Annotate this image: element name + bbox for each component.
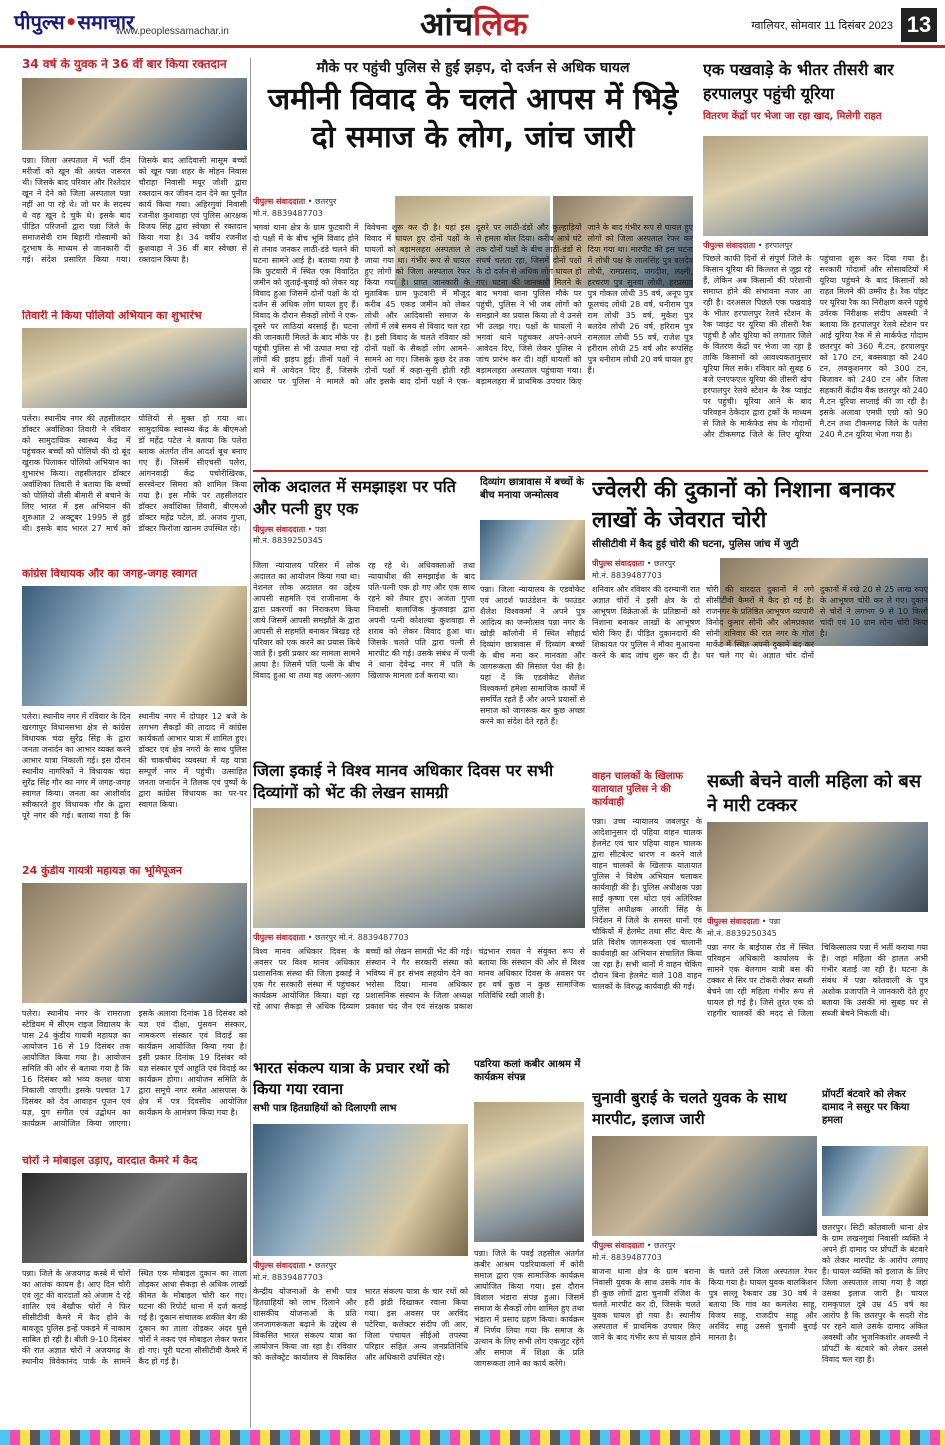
photo: [474, 1102, 584, 1242]
story-land-dispute: [253, 58, 693, 468]
story-blood-donation: [22, 58, 247, 306]
headline: भारत संकल्प यात्रा के प्रचार रथों को किया गया रवाना: [253, 1059, 450, 1098]
photo: [480, 520, 585, 580]
photo: [253, 1124, 468, 1256]
photo: [22, 328, 247, 408]
byline: पीपुल्स संवाददाता • हरपालपुर: [703, 241, 793, 250]
photo: [22, 78, 247, 150]
story-election-assault: [592, 1088, 817, 1428]
mobile-number: मो.नं. 8839250345: [253, 536, 323, 545]
story-human-rights-day: [253, 760, 585, 1052]
byline: पीपुल्स संवाददाता • छतरपुर: [592, 559, 676, 568]
story-divyang-hostel: [480, 476, 585, 746]
mobile-number: मो.नं. 8839487703: [592, 1253, 662, 1262]
headline: लोक अदालत में समझाइश पर पति और पत्नी हुए एक: [253, 477, 456, 518]
headline: दिव्यांग छात्रावास में बच्चों के बीच मनाया जन्मोत्सव: [480, 477, 584, 501]
headline: चुनावी बुराई के चलते युवक के साथ मारपीट, इलाज जारी: [592, 1089, 787, 1128]
article-body: पिछले काफी दिनों से संपूर्ण जिले के किसान यूरिया की किल्लत से जूझ रहे हैं, लेकिन अब किसानों की परेशानी समाप्त होने की संभावना नजर आ रही है। दरअसल पिछले एक पखवाड़े के भीतर हरपालपुर रेलवे स्टेशन के रैक प्वाइंट पर यूरिया की तीसरी रैक पहुंची है और यूरिया को लगातार जिले के वितरण केंद्रों पर भेजा जा रहा है ताकि किसानों को आवश्यकतानुसार यूरिया मिल सके। रविवार को सुबह 6 बजे एनएफएल यूरिया की तीसरी खेप हरपालपुर रेलवे स्टेशन के रैक प्वाइंट पर पहुंची। यूरिया आने के बाद परिवहन ठेकेदार द्वारा ट्रकों के माध्यम से जिले के मार्कफेड संघ के गोदामों और टीकमगढ़ जिले के लिए यूरिया पहुंचाना शुरू कर दिया गया है। सरकारी गोदामों और सोसायटियों में यूरिया पहुंचने के बाद किसानों को राहत मिलने की उम्मीद है। रैक पॉइंट पर यूरिया रैक का निरीक्षण करने पहुंचे उर्वरक निरीक्षक संदीप अवस्थी ने बताया कि हरपालपुर रेलवे स्टेशन पर आई यूरिया रैक में से मार्कफेड गोदाम छतरपुर को 360 मै.टन, हरपालपुर को 170 टन, बक्सवाहा को 240 टन, लवकुशनगर को 300 टन, बिजावर को 240 टन और जिला सहकारी केंद्रीय बैंक छतरपुर को 240 मै.टन यूरिया सप्लाई की जा रही है। इसके अलावा एमपी एग्रो को 90 मै.टन तथा टीकमगढ़ जिले के पलेरा 240 मै.टन यूरिया भेजा गया है।: [703, 254, 928, 439]
article-body: केन्द्रीय योजनाओं के सभी पात्र हितग्राहियों को लाभ दिलाने और शासकीय योजनाओं के प्रति जनजागरूकता बढ़ाने के उद्देश्य से विकसित भारत संकल्प यात्रा का आयोजन किया जा रहा है। रविवार को कलेक्ट्रेट कार्यालय से विकसित भारत संकल्प यात्रा के चार रथों को हरी झंडी दिखाकर रवाना किया गया। इस अवसर पर अरविंद पटेरिया, कलेक्टर संदीप जी आर, जिला पंचायत सीईओ तपस्या परिहार सहित अन्य जनप्रतिनिधि और अधिकारी उपस्थित रहे।: [253, 1287, 468, 1362]
article-body: पन्ना। उच्च न्यायालय जबलपुर के आदेशानुसार दो पहिया वाहन चालक हेलमेट एवं चार पहिया वाहन चालक द्वारा सीटबेल्ट धारण न करने वाले वाहन चालकों के खिलाफ यातायात पुलिस ने विशेष अभियान चलाकर कार्यवाही की है। पुलिस अधीक्षक पन्ना साईं कृष्णा एस थोटा एवं अतिरिक्त पुलिस अधीक्षक आरती सिंह के निर्देशन में जिले के समस्त थानों एवं चौकियों में हेलमेट तथा सीट बेल्ट के प्रति विशेष जागरूकता एवं चालानी कार्यवाही का अभियान संचालित किया जा रहा है। सभी थानों में वाहन चेकिंग दौरान बिना हेलमेट वाले 108 वाहन चालकों के विरुद्ध कार्यवाही की गई।: [592, 817, 702, 991]
headline: जिला इकाई ने विश्व मानव अधिकार दिवस पर सभी दिव्यांगों को भेंट की लेखन सामग्री: [253, 761, 554, 802]
story-bharat-sankalp-yatra: [253, 1058, 468, 1428]
article-body: छतरपुर। सिटी कोतवाली थाना क्षेत्र के ग्राम लखनगुवां निवासी व्यक्ति ने अपने ही दामाद पर प्रॉपर्टी के बंटवारे को लेकर मारपीट के आरोप लगाए हैं। घायल व्यक्ति को इलाज के लिए जिला अस्पताल लाया गया है जहां उसका इलाज जारी है। घायल रामकृपाल दुबे उम्र 45 वर्ष का आरोप है कि छतरपुर के सदरी रोड पर रहने वाले उसके दामाद अंकित अवस्थी और भुजनिकशोर अवस्थी ने प्रॉपर्टी के बंटवारे को लेकर उससे विवाद चल रहा है।: [822, 1223, 928, 1364]
story-mobile-theft: [22, 1155, 247, 1427]
mobile-number: मो.नं. 8839250345: [707, 929, 777, 938]
photo: [253, 808, 585, 928]
story-lok-adalat: [253, 476, 475, 746]
newspaper-logo[interactable]: पीपुल्स•समाचार: [14, 10, 135, 34]
story-polio: [22, 310, 247, 565]
byline: पीपुल्स संवाददाता • छतरपुर: [592, 1241, 676, 1250]
story-kabir-ashram: [474, 1058, 584, 1428]
section-title: आंचलिक: [420, 5, 528, 43]
kicker: मौके पर पहुंची पुलिस से हुई झड़प, दो दर्जन से अधिक घायल: [316, 60, 630, 76]
article-body: पन्ना नगर के बाईपास रोड में स्थित परिवहन अधिकारी कार्यालय के सामने एक बेलगाम यात्री बस की टक्कर से सिर पर टोकरी लेकर सब्जी बेचने जा रही महिला गंभीर रूप से घायल हो गई है। जिसे तुरंत एक दो राहगीर चालकों की मदद से जिला चिकित्सालय पन्ना में भर्ती कराया गया है। जहां महिला की हालत अभी गंभीर बताई जा रही है। घटना के संबंध में पन्ना कोतवाली के पुत्र अशोक प्रजापति ने जानकारी देते हुए बताया कि उसकी मां सुबह घर से सब्जी बेचने निकली थी।: [707, 943, 928, 1018]
headline: वाहन चालकों के खिलाफ यातायात पुलिस ने की कार्यवाही: [592, 771, 683, 808]
photo: [592, 1136, 817, 1236]
byline: पीपुल्स संवाददाता • पन्ना: [253, 525, 327, 534]
article-body: पन्ना। जिला न्यायालय के एडवोकेट एवं आदर्श फाउंडेशन के फाउंडर शैलेश विश्वकर्मा ने अपने पुत्र आदित्य का जन्मोत्सव पन्ना नगर के खोड़ी कॉलोनी में स्थित सौहार्द्र दिव्यांग छात्रावास में दिव्यांग बच्चों के बीच मना कर मानवता और जागरूकता की मिसाल पेश की है। यहां दें कि एडवोकेट शैलेश विश्वकर्मा हमेशा सामाजिक कार्यों में समर्पित रहते हैं और अपने प्रयासों से समाज को जागरूक कर कुछ अच्छा करने का संदेश देते रहते हैं।: [480, 585, 585, 726]
article-body: पलेरा। स्थानीय नगर के रामराजा स्टेडियम में सीएम राइज विद्यालय के पास 24 कुंडीय गायत्री महायज्ञ का आयोजन 16 से 19 दिसंबर तक आयोजित किया गया है। आयोजन समिति की ओर से बताया गया है कि 16 दिसंबर को भव्य कलश यात्रा निकाली जाएगी। इसके पश्चात 17 दिसंबर को देव आवाहन पूजन एवं यज्ञ, युग संगीत एवं उद्बोधन का कार्यक्रम आयोजित किया जाएगा। इसके अलावा दिनांक 18 दिसंबर को यज्ञ एवं दीक्षा, पुंसवन संस्कार, नामकरण संस्कार एवं विदाई का कार्यक्रम आयोजित किया गया है। इसी प्रकार दिनांक 19 दिसंबर को यज्ञ संस्कार पूर्ण आहुति एवं विदाई का कार्यक्रम होगा। आयोजन समिति के द्वारा समूचे नगर समेत आसपास के क्षेत्र में पत्र दिवसीय आयोजित कार्यक्रम के आमंत्रण किया गया है।: [22, 1009, 247, 1128]
headline: जमीनी विवाद के चलते आपस में भिड़े दो समाज के लोग, जांच जारी: [267, 82, 679, 155]
headline: सब्जी बेचने वाली महिला को बस ने मारी टक्कर: [707, 771, 921, 816]
article-body: बाजना थाना क्षेत्र के ग्राम बराना निवासी युवक के साथ उसके गांव के ही कुछ लोगों द्वारा चुनावी रंजिश के चलते मारपीट कर दी, जिसके चलते युवक घायल हो गया है। स्थानीय अस्पताल में प्राथमिक उपचार किए जाने के बाद गंभीर रूप से घायल होने के चलते उसे जिला अस्पताल रेफर किया गया है। घायल युवक बालकिशन पुत्र सल्लू रैकवार उम्र 30 वर्ष ने बताया कि गांव का कमलेश साहू, विजय साहू, राजदीप साहू और अरविंद साहू उससे चुनावी बुराई मानता है।: [592, 1267, 817, 1342]
headline: प्रॉपर्टी बंटवारे को लेकर दामाद ने ससुर पर किया हमला: [822, 1089, 910, 1126]
headline: ज्वेलरी की दुकानों को निशाना बनाकर लाखों के जेवरात चोरी: [592, 478, 895, 533]
byline: पीपुल्स संवाददाता • छतरपुर मो.नं. 8839487703: [253, 933, 409, 942]
story-urea: [703, 58, 928, 468]
photo: [703, 136, 928, 236]
article-body: जिला न्यायालय परिसर में लोक अदालत का आयोजन किया गया था। नेशनल लोक अदालत का उद्देश्य आपसी सहमति एवं राजीनामा के द्वारा प्रकरणों का निराकरण किया जाये जिसमें आपसी समझौते के द्वारा आपसी से सहमति बनाकर बिखड़ रहे परिवार को एक करने का प्रयास किये जाते हैं। इसी प्रकार का मामला सामने आया है। जिसमें पति पत्नी के बीच विवाद हुआ था तथा वह अलग-अलग रह रहे थे। अधिवक्ताओं तथा न्यायाधीश की समझाईश के बाद पति-पत्नी एक हो गए और एक साथ रहने को तैयार हुए। अजंता गुप्ता निवासी बालाजिक कुंजवाड़ा द्वारा अपनी पत्नी कोशल्या कुशवाहा से शराब को लेकर विवाद हुआ था। जिसके चलते पति द्वारा पत्नी से मारपीट की गई। उसके संबंध में पत्नी ने थाना देवेन्द्र नगर में पति के खिलाफ मामला दर्ज कराया था।: [253, 561, 475, 680]
article-body: पन्ना। जिले के अजयगढ़ कस्बे में चोरों का आतंक कायम है। आए दिन चोरी एवं लूट की वारदातों को अंजाम दे रहे शातिर एवं बेखौफ चोरों ने फिर सीसीटीवी कैमरे में कैद होने के बावजूद पुलिस इन्हें पकड़ने में नाकाम साबित हो रही है। बीती 9-10 दिसंबर की रात अज्ञात चोरों ने अजयगढ़ के स्थानीय विवेकानंद पार्क के सामने स्थित एक मोबाइल दुकान का ताला तोड़कर आधा सैकड़ा से अधिक लाखों कीमत के मोबाइल चोरी कर गए। घटना की रिपोर्ट थाना में दर्ज कराई गई है। दुकान संचालक शकील बेग की दुकान का ताला तोड़कर अंदर घुसे चोरों ने नकद एवं मोबाइल लेकर फरार हो गए। पूरी घटना सीसीटीवी कैमरे में कैद हो गई है।: [22, 1269, 247, 1366]
story-traffic-police: [592, 770, 702, 1082]
article-body: पलेरा। स्थानीय नगर में रविवार के दिन खरगापुर विधानसभा क्षेत्र से कांग्रेस विधायक चंदा सुरेंद्र सिंह के द्वारा जनता जनार्दन का आभार व्यक्त करने आभार यात्रा निकाली गई। इस दौरान स्थानीय नागरिकों ने विधायक चंदा सुरेंद्र सिंह गौर का नगर में जगह-जगह स्वागत किया। जनता का आशीर्वाद स्वीकारते हुए विधायक गौर के द्वारा पूरे नगर की गई। बताया गया है कि स्थानीय नगर में दोपहर 12 बजे के लगभग सैकड़ों की तादाद में कांग्रेस कार्यकर्ता आभार यात्रा में शामिल हुए। डॉक्टर एवं क्षेत्र नगरों के साथ पुलिस की चाकचौबंद व्यवस्था में यह यात्रा सम्पूर्ण नगर में पहुंची। उत्साहित जनता जनार्दन ने तिलक एवं पुष्पों के द्वारा कांग्रेस विधायक का पर-पर स्वागत किया।: [22, 712, 247, 820]
cctv-photo: [22, 1173, 247, 1263]
article-body: शनिवार और रविवार की दरम्यानी रात अज्ञात चोरों ने इसी क्षेत्र के दो आभूषण विक्रेताओं के प्रतिष्ठानों को निशाना बनाकर लाखों के आभूषण चोरी किए हैं। पीड़ित दुकानदारों की शिकायत पर पुलिस ने मौका मुआयना करने के बाद जांच शुरू कर दी है। चोरी की वारदात दुकानों में लगे सीसीटीवी कैमरों में कैद हो गई है। राजनगर के प्रतिष्ठित आभूषण व्यापारी विनोद कुमार सोनी और ओमप्रकाश सोनी शनिवार की रात नगर के गोल मार्केट में स्थित अपनी दुकानें बंद कर घर चले गए थे। अज्ञात चोर दोनों दुकानों में रखे 20 से 25 लाख रुपए के आभूषण चोरी कर ले गए। दुकान से चोरों ने लगभग 9 से 10 किलो चांदी एवं 10 ग्राम सोना चोरी किया है।: [592, 585, 928, 660]
headline: चोरों ने मोबाइल उड़ाए, वारदात कैमरे में कैद: [22, 1155, 198, 1167]
article-body: भगवां थाना क्षेत्र के ग्राम फुटवारी में दो पक्षों में के बीच भूमि विवाद होने से तनाव जनकर लाठी-डंडे चलने की घटना सामने आई है। बताया गया है कि फुटवारी में स्थित एक विवादित जमीन को जुताई-बुवाई को लेकर यह विवाद हुआ जिसमें दोनों पक्षों के दो दर्जन से अधिक लोग घायल हुए हैं। विवाद के दौरान सैकड़ों लोगों ने एक-दूसरे पर लाठियां बरसाईं हैं। घटना की जानकारी मिलते के बाद मौके पर पहुंची पुलिस से भी उत्पात मचा रहे लोगों की झड़प हुई। तीनों पक्षों ने थाने में आवेदन दिए हैं, जिसके आधार पर पुलिस ने मामले को विवेचना शुरू कर दी है। यहां इस विवाद में घायल हुए दोनों पक्षों के घायलों को बड़ामलहरा अस्पताल ले जाया गया था। गंभीर रूप से घायल हुए लोगों को जिला अस्पताल रेफर किया गया है। प्राप्त जानकारी के मुताबिक ग्राम फुटवारी में मौजूद करीब 45 एकड़ जमीन को लेकर लोधी और आदिवासी समाज के लोगों में लंबे समय से विवाद चल रहा है। इसी विवाद के चलते रविवार को दोनों पक्षों के सैकड़ों लोग आमने-सामने आ गए। जिसके कुछ देर तक दोनों पक्षों में कहा-सुनी होती रही और इसके बाद दोनों पक्षों ने एक-दूसरे पर लाठी-डंडों और कुल्हाड़ियों से हमला बोल दिया। करीब आधे घंटे तक दोनों पक्षों के बीच लाठी-डंडों से संघर्ष चलता रहा, जिसमें दोनों पक्षों के दो दर्जन से अधिक लोग घायल हो गए। घटना की जानकारी मिलने के बाद भगवां थाना पुलिस मौके पर पहुंची, पुलिस ने भी जब लोगों को समझाने का प्रयास किया तो वे उनसे भी उलझ गए। पक्षों के घायलों ने भगवां थाने पहुंचकर अपने-अपने आवेदन दिए, जिसे लेकर पुलिस ने जांच प्रारंभ कर दी। वहीं घायलों को बड़ामलहरा अस्पताल पहुंचाया गया। बड़ामलहरा में प्राथमिक उपचार किए जाने के बाद गंभीर रूप से घायल हुए लोगों को जिला अस्पताल रेफर कर दिया गया था। मारपीट की इस घटना में लोधी पक्ष के लालसिंह पुत्र बलदेव लोधी, रामप्रसाद, जगदीश, लक्ष्मी, हरचरण पुत्र सुनवा लोधी, हरप्रसाद पुत्र गोकल लोधी 35 वर्ष, अनूप पुत्र फूलचंद लोधी 28 वर्ष, धनीराम पुत्र राम लोधी 35 वर्ष, मुकेश पुत्र बलदेव लोधी 26 वर्ष, हरिराम पुत्र रामलाल लोधी 55 वर्ष, राजेश पुत्र हरीराम लोधी 25 वर्ष और रूपसिंह पुत्र धनीराम लोधी 20 वर्ष घायल हुए हैं।: [253, 223, 693, 386]
article-body: पन्ना। जिले के पवई तहसील अंतर्गत कबीर आश्रम पडरियाकलां में कोरी समाज द्वारा एक सामाजिक कार्यक्रम आयोजित किया गया। इस दौरान विशाल भंडारा संपन्न हुआ। जिसमें समाज के सैकड़ों लोग शामिल हुए तथा भंडारा में प्रसाद ग्रहण किया। कार्यक्रम में निर्णय लिया गया कि समाज के उत्थान के लिए सभी लोग एकजुट रहेंगे और समाज में शिक्षा के प्रति जागरूकता लाने का कार्य करेंगे।: [474, 1249, 584, 1368]
article-body: पलेरा। स्थानीय नगर की तहसीलदार डॉक्टर अर्वाशिका तिवारी ने रविवार को सामुदायिक स्वास्थ्य केंद्र में पहुंचकर बच्चों को पोलियो की दो बूंद खुराक पिलाकर पोलियो अभियान का शुभारंभ किया। तहसीलदार डॉक्टर अर्वाशिका तिवारी ने बताया कि बच्चों को पोलियो जैसी बीमारी से बचाने के लिए भारत में इस अभियान की शुरुआत 2 अक्टूबर 1995 से हुई थी। इसके बाद भारत 27 मार्च को पोलियो से मुक्त हो गया था। सामुदायिक स्वास्थ्य केंद्र के बीएमओ डॉ महेंद्र पटेल ने बताया कि पलेरा ब्लाक अंतर्गत तीन आदर्श बूथ बनाए गए हैं। जिसमें सीएचसी पलेरा, आंगनवाड़ी केंद्र पचोरीखिरक, सरस्वेन्टर सिमरा को शामिल किया गया है। इस मौके पर तहसीलदार डॉक्टर अर्वाशिका तिवारी, बीएमओ डॉक्टर महेंद्र पटेल, डॉ. अजय गुप्ता, डॉक्टर फिरोजा खानम उपस्थित रहे।: [22, 414, 247, 533]
byline: पीपुल्स संवाददाता • पन्ना: [707, 917, 781, 926]
headline: पडरिया कलां कबीर आश्रम में कार्यक्रम संपन्न: [474, 1059, 581, 1083]
page-number: 13: [901, 8, 937, 42]
story-bus-accident: [707, 770, 928, 1082]
headline: 24 कुंडीय गायत्री महायज्ञ का भूमिपूजन: [22, 865, 183, 877]
dateline: ग्वालियर, सोमवार 11 दिसंबर 2023: [751, 20, 893, 32]
headline: 34 वर्ष के युवक ने 36 वीं बार किया रक्तदान: [22, 58, 227, 71]
article-body: विश्व मानव अधिकार दिवस के अवसर पर विश्व मानव अधिकार प्रशासनिक संस्था की जिला इकाई ने एक गैर सरकारी संस्था में पहुंचकर कार्यक्रम आयोजित किया। यहां रह रहे आधा सैकड़ा से अधिक दिव्यांग बच्चों को लेखन सामग्री भेंट की गई। संस्थान ने गैर सरकारी संस्था को भविष्य में हर संभव सहयोग देने का भरोसा दिया। मानव अधिकार प्रशासनिक संस्थान के जिला अध्यक्ष प्रकाश चंद जैन एवं संरक्षक प्रकाश चंद्रभान रावत ने संयुक्त रूप से बताया कि संस्थान की ओर से विश्व मानव अधिकार दिवस के अवसर पर हर वर्ष कुछ न कुछ सामाजिक गतिविधि रखी जाती है।: [253, 947, 585, 1011]
subheadline: सभी पात्र हितग्राहियों को दिलाएगी लाभ: [253, 1103, 397, 1114]
print-color-bar: [0, 1430, 945, 1445]
photo: [822, 1146, 928, 1216]
photo: [707, 822, 928, 912]
mobile-number: मो.नं. 8839487703: [253, 209, 323, 218]
headline: तिवारी ने किया पोलियो अभियान का शुभारंभ: [22, 310, 202, 322]
story-congress-mla: [22, 568, 247, 858]
site-url[interactable]: www.peoplessamachar.in: [116, 26, 229, 37]
headline: एक पखवाड़े के भीतर तीसरी बार हरपालपुर पहुंची यूरिया: [703, 60, 894, 103]
mobile-number: मो.नं. 8839487703: [253, 1273, 323, 1282]
masthead: [0, 0, 945, 48]
subheadline: सीसीटीवी में कैद हुई चोरी की घटना, पुलिस जांच में जुटी: [592, 539, 799, 550]
column-divider: [250, 58, 251, 1428]
byline: पीपुल्स संवाददाता • छतरपुर: [253, 197, 337, 206]
story-jewelry-theft: [592, 476, 928, 766]
subheadline: वितरण केंद्रों पर भेजा जा रहा खाद, मिलेगी राहत: [703, 111, 882, 122]
mobile-number: मो.नं. 8839487703: [592, 571, 662, 580]
story-gayatri-yagya: [22, 865, 247, 1150]
byline: पीपुल्स संवाददाता • छतरपुर: [253, 1261, 337, 1270]
article-body: पन्ना। जिला अस्पताल में भर्ती दीन मरीजों को खून की अत्यंत जरूरत थी। जिसके बाद परिवार और रिश्तेदार खून ने देने को जिला अस्पताल पन्ना नहीं आ पा रहे थे। जो घर के सदस्य थे वह खून दे चुके थे। इसके बाद पीड़ित परिजनों द्वारा पन्ना जिले के समाजसेवी राम बिहारी गोस्वामी को दूरभाष के माध्यम से जानकारी दी गई। संदेश प्रसारित किया गया। जिसके बाद आदिवासी मासूम बच्चों को खून पन्ना शहर के मोहन निवास चौराहा निवासी मयूर जोशी द्वारा रक्तदान कर जीवन दान देने का पुनीत कार्य किया गया। अहिरगुवां निवासी रजनीश कुशवाहा एवं पुलिस आरक्षक विजय सिंह द्वारा स्वेच्छा से रक्तदान किया गया है। 34 वर्षीय रजनीश कुशवाहा ने 36 वीं बार स्वेच्छा से रक्तदान किया है।: [22, 156, 247, 264]
story-property-dispute: [822, 1088, 928, 1428]
photo: [22, 586, 247, 706]
section-rule: [253, 470, 928, 472]
headline: कांग्रेस विधायक और का जगह-जगह स्वागत: [22, 568, 198, 580]
photo: [22, 883, 247, 1003]
